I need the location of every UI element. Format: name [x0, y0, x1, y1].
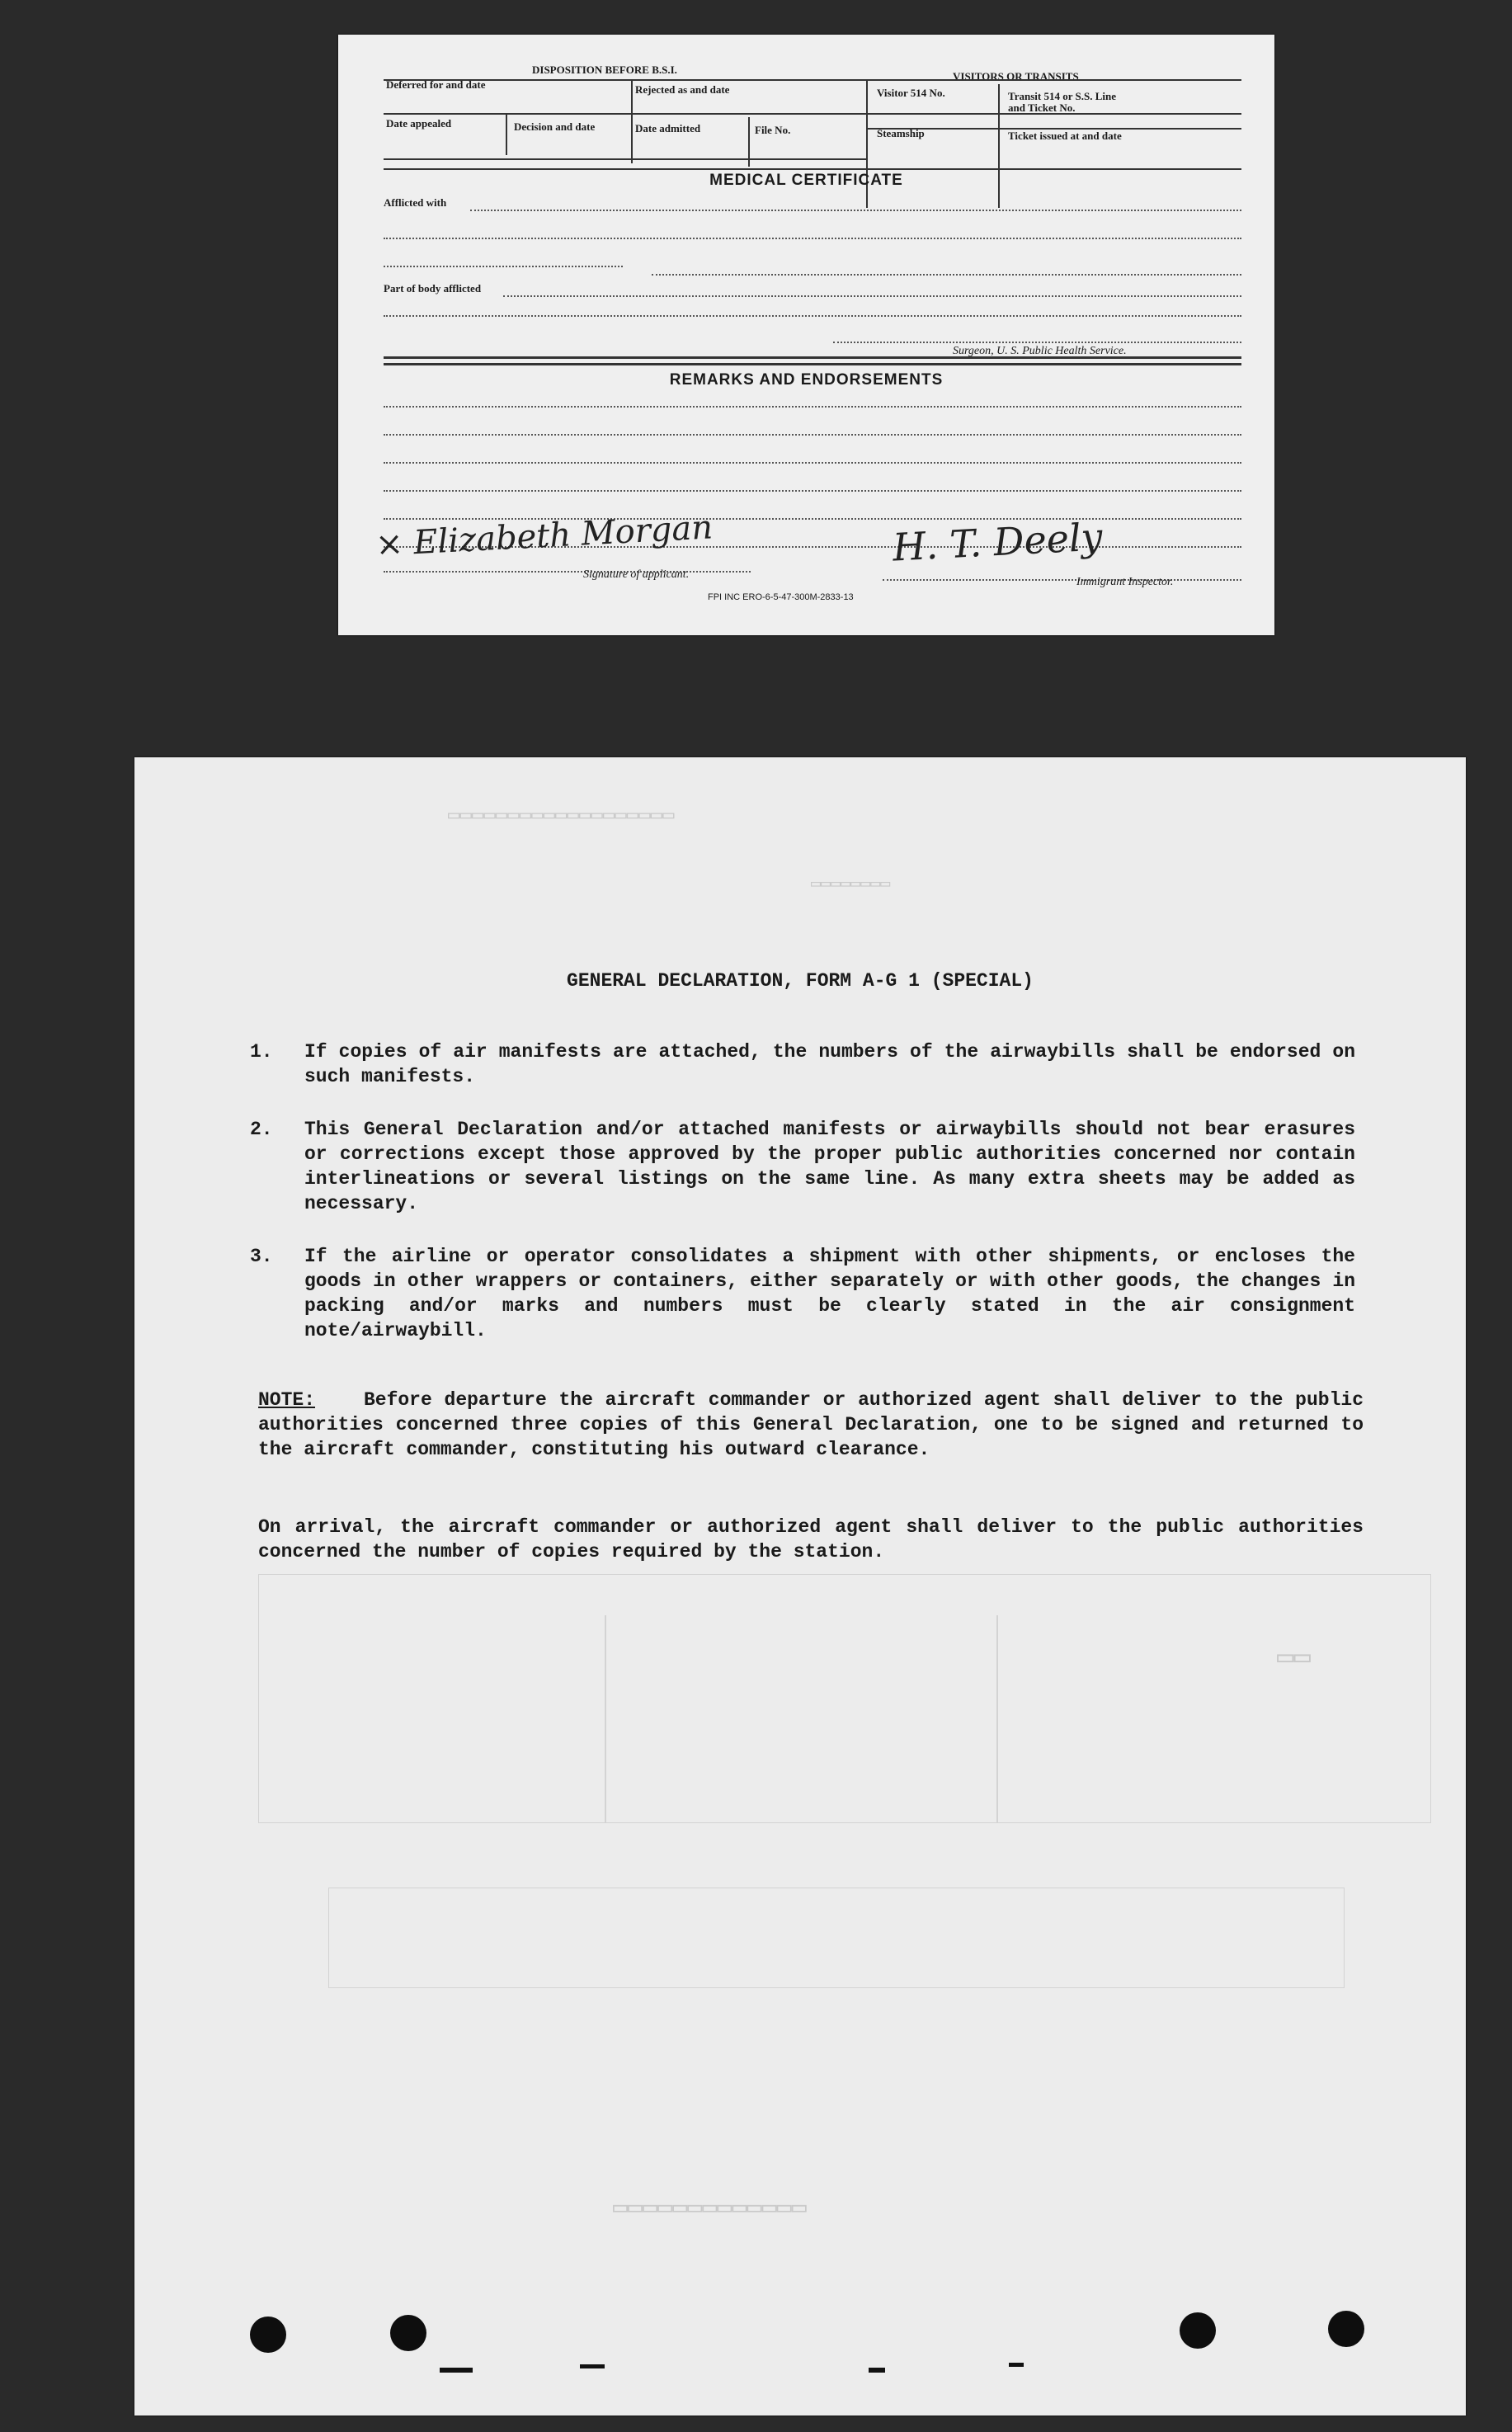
surgeon-caption: Surgeon, U. S. Public Health Service.: [953, 345, 1127, 357]
general-declaration-sheet: [134, 757, 1466, 2416]
afflicted-label: Afflicted with: [384, 196, 447, 209]
deferred-label: Deferred for and date: [386, 78, 486, 91]
transit514-label: Transit 514 or S.S. Line: [1008, 90, 1116, 102]
speck: [580, 2364, 605, 2368]
double-rule-b: [384, 363, 1241, 365]
part-of-body-line-2: [384, 315, 1241, 317]
divider: [631, 114, 633, 163]
date-appealed-label: Date appealed: [386, 117, 452, 130]
steamship-label: Steamship: [877, 127, 925, 139]
item-text: If copies of air manifests are attached, the numbers of the airwaybills shall be endorsed on such manifests.: [304, 1041, 1355, 1087]
bleed-through-text: ▭▭▭▭▭▭▭▭: [811, 875, 891, 894]
print-code: FPI INC ERO-6-5-47-300M-2833-13: [708, 592, 854, 602]
decision-label: Decision and date: [514, 120, 596, 133]
bleed-through-box: [996, 1615, 998, 1823]
punch-hole: [1180, 2312, 1216, 2349]
applicant-signature: × Elizabeth Morgan: [374, 508, 714, 564]
speck: [1009, 2363, 1024, 2367]
afflicted-line-2: [384, 238, 1241, 239]
divider: [631, 80, 633, 113]
immigration-card: [338, 35, 1274, 635]
speck: [869, 2368, 885, 2373]
inspector-signature-line: [883, 579, 1241, 581]
bleed-through-text: ▭▭▭▭▭▭▭▭▭▭▭▭▭▭▭▭▭▭▭: [448, 805, 675, 827]
punch-hole: [390, 2315, 426, 2351]
remarks-line: [384, 462, 1241, 464]
speck: [440, 2368, 473, 2373]
date-admitted-label: Date admitted: [635, 122, 701, 134]
part-of-body-line: [503, 295, 1241, 297]
punch-hole: [1328, 2311, 1364, 2347]
inspector-caption: Immigrant Inspector.: [1076, 576, 1174, 588]
remarks-line: [384, 434, 1241, 436]
visitors-header: VISITORS OR TRANSITS: [953, 70, 1079, 82]
item-number: 2.: [250, 1119, 273, 1140]
row1-rule: [384, 113, 1241, 115]
visitor514-label: Visitor 514 No.: [877, 87, 945, 99]
declaration-item: [250, 1039, 1355, 1089]
row2-rule: [384, 158, 866, 160]
afflicted-line-3: [384, 266, 623, 267]
remarks-title: REMARKS AND ENDORSEMENTS: [669, 371, 944, 389]
note-paragraph: [258, 1388, 1364, 1462]
afflicted-line: [470, 210, 1241, 211]
file-no-label: File No.: [755, 124, 791, 136]
header-rule: [384, 79, 1241, 81]
applicant-caption: Signature of applicant.: [583, 568, 690, 581]
declaration-item: [250, 1244, 1355, 1343]
punch-hole: [250, 2317, 286, 2353]
declaration-item: [250, 1117, 1355, 1216]
item-text: If the airline or operator consolidates a shipment with other shipments, or encloses the goods in other wrappers or containers, either separately or with other goods, the changes in packing and/or marks and numbers must be clearly stated in the air consignment note/airwaybill.: [304, 1246, 1355, 1341]
medical-certificate-title: MEDICAL CERTIFICATE: [709, 172, 903, 189]
item-number: 1.: [250, 1041, 273, 1063]
ticket-issued-label: Ticket issued at and date: [1008, 130, 1122, 142]
item-text: This General Declaration and/or attached manifests or airwaybills should not bear erasures or corrections except those approved by the proper public authorities concerned nor contain interlineations or several listings on the same line. As many extra sheets may be added as necessary.: [304, 1119, 1355, 1214]
row2-rule-b: [384, 168, 1241, 170]
bleed-through-text: ▭▭: [1277, 1643, 1311, 1675]
declaration-title: GENERAL DECLARATION, FORM A-G 1 (SPECIAL): [567, 970, 1034, 992]
disposition-header: DISPOSITION BEFORE B.S.I.: [532, 64, 677, 76]
bleed-through-text: ▭▭▭▭▭▭▭▭▭▭▭▭▭: [613, 2195, 807, 2223]
ticket-no-label: and Ticket No.: [1008, 101, 1076, 114]
remarks-line: [384, 406, 1241, 408]
surgeon-line: [833, 342, 1241, 343]
afflicted-line-4: [652, 274, 1241, 276]
item-number: 3.: [250, 1246, 273, 1267]
applicant-signature-line: [384, 571, 751, 573]
bleed-through-box: [258, 1574, 1431, 1823]
part-of-body-label: Part of body afflicted: [384, 282, 482, 295]
arrival-paragraph: On arrival, the aircraft commander or authorized agent shall deliver to the public authorities concerned the number of copies required by the station.: [258, 1516, 1364, 1562]
note-label: NOTE:: [258, 1389, 316, 1411]
note-text: Before departure the aircraft commander or authorized agent shall deliver to the public authorities concerned three copies of this General Declaration, one to be signed and returned to the aircraft commander, constituting his outward clearance.: [258, 1389, 1364, 1460]
double-rule-a: [384, 356, 1241, 359]
divider: [506, 114, 507, 155]
remarks-line: [384, 490, 1241, 492]
rejected-label: Rejected as and date: [635, 83, 730, 96]
bleed-through-box: [328, 1888, 1345, 1988]
bleed-through-box: [605, 1615, 606, 1823]
inspector-signature: H. T. Deely: [891, 514, 1104, 570]
